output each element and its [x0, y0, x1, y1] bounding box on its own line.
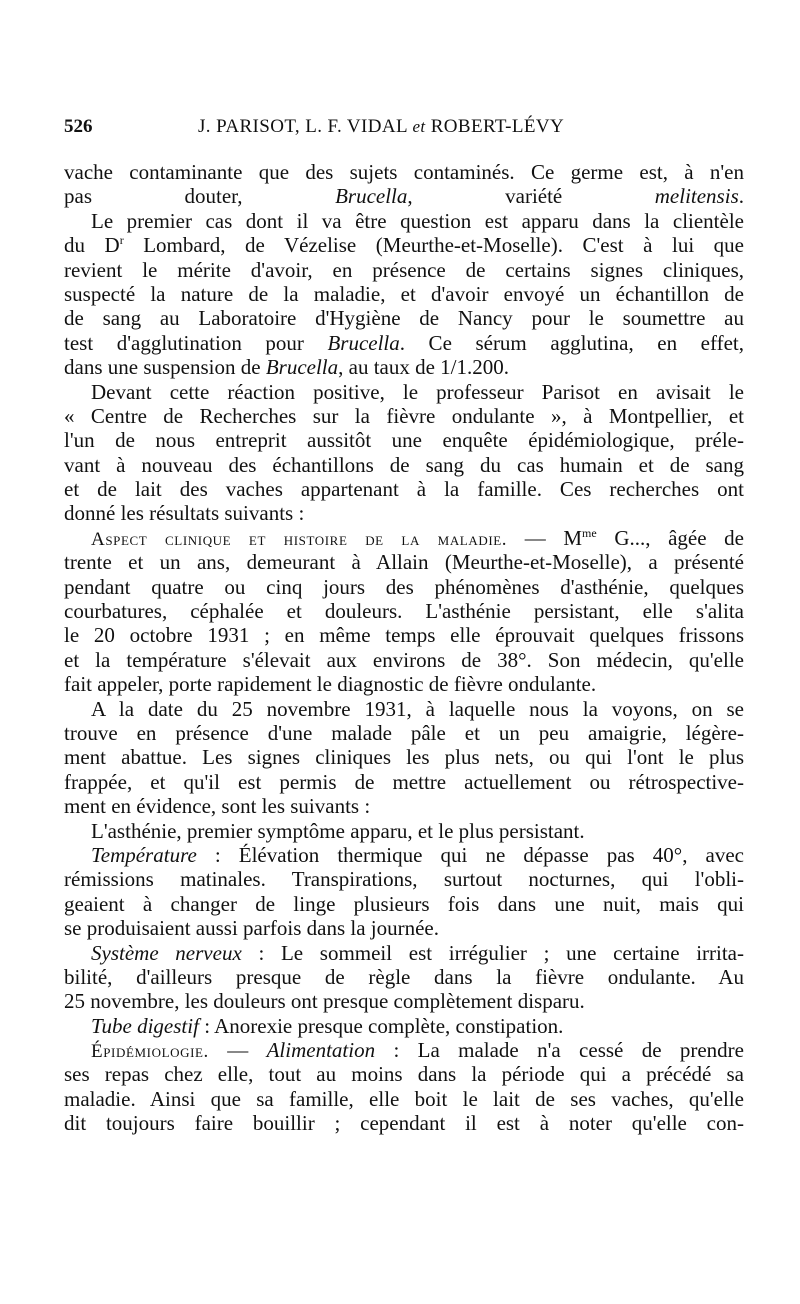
text-run: fait appeler, porte rapidement le diagnostic de fièvre ondulante. [64, 672, 597, 697]
text-run: revient le mérite d'avoir, en présence de certains signes cliniques, [64, 257, 744, 282]
text-run: . Ce sérum agglutina, en effet, [399, 330, 744, 355]
text-line [64, 745, 744, 769]
text-line [64, 428, 744, 452]
text-line [64, 1087, 744, 1111]
text-line [64, 599, 744, 623]
text-run: donné les résultats suivants : [64, 501, 305, 526]
text-run: dit toujours faire bouillir ; cependant il est à noter qu'elle con- [64, 1111, 744, 1136]
text-line [64, 453, 744, 477]
text-run: et de lait des vaches appartenant à la famille. Ces recherches ont [64, 477, 744, 502]
text-run: le 20 octobre 1931 ; en même temps elle éprouvait quelques frissons [64, 623, 744, 648]
superscript: me [582, 525, 597, 540]
text-run: courbatures, céphalée et douleurs. L'asthénie persistant, elle s'alita [64, 599, 744, 624]
text-run: maladie. Ainsi que sa famille, elle boit le lait de ses vaches, qu'elle [64, 1086, 744, 1111]
text-run: dans une suspension de [64, 355, 266, 380]
text-line [64, 697, 744, 721]
text-line [64, 575, 744, 599]
text-line [64, 989, 744, 1013]
text-run: l'un de nous entreprit aussitôt une enquête épidémiologique, préle- [64, 428, 744, 453]
text-line [64, 404, 744, 428]
text-line [64, 355, 744, 379]
text-run: : Élévation thermique qui ne dépasse pas 40°, avec [196, 842, 744, 867]
text-line [64, 843, 744, 867]
text-run: ment abattue. Les signes cliniques les plus nets, ou qui l'ont le plus [64, 745, 744, 770]
text-line [64, 258, 744, 282]
authors-part-1: J. PARISOT, L. F. VIDAL [198, 116, 408, 137]
text-run: — M [507, 525, 583, 550]
text-run: suspecté la nature de la maladie, et d'avoir envoyé un échantillon de [64, 281, 744, 306]
italic-term: Alimentation [266, 1038, 376, 1063]
text-line [64, 1014, 744, 1038]
text-run: trente et un ans, demeurant à Allain (Meurthe-et-Moselle), a présenté [64, 550, 744, 575]
text-run: geaient à changer de linge plusieurs fois dans une nuit, mais qui [64, 891, 744, 916]
italic-term: Tube digestif [91, 1013, 199, 1038]
authors-et: et [412, 117, 426, 136]
page-number: 526 [64, 116, 93, 137]
text-line [64, 892, 744, 916]
text-run: de sang au Laboratoire d'Hygiène de Nancy pour le soumettre au [64, 306, 744, 331]
running-head-authors [198, 116, 564, 138]
text-run: ment en évidence, sont les suivants : [64, 794, 371, 819]
text-line [64, 941, 744, 965]
authors-part-2: ROBERT-LÉVY [430, 116, 565, 137]
text-line [64, 965, 744, 989]
text-run: 25 novembre, les douleurs ont presque complètement disparu. [64, 989, 585, 1014]
text-line [64, 331, 744, 355]
text-run: bilité, d'ailleurs presque de règle dans la fièvre ondulante. Au [64, 964, 744, 989]
text-line [64, 550, 744, 574]
text-run: vache contaminante que des sujets contaminés. Ce germe est, à n'en [64, 160, 744, 184]
text-line [64, 648, 744, 672]
text-run: pendant quatre ou cinq jours des phénomènes d'asthénie, quelques [64, 574, 744, 599]
text-run: : La malade n'a cessé de prendre [375, 1038, 744, 1063]
italic-term: Brucella [265, 355, 339, 380]
italic-term: Température [91, 842, 197, 867]
text-line [64, 672, 744, 696]
superscript: r [119, 233, 124, 248]
text-run: G..., âgée de [596, 525, 744, 550]
text-line [64, 819, 744, 843]
text-run: , au taux de 1/1.200. [338, 355, 510, 380]
text-run: Devant cette réaction positive, le professeur Parisot en avisait le [91, 379, 744, 404]
text-run: rémissions matinales. Transpirations, surtout nocturnes, qui l'obli- [64, 867, 744, 892]
running-header [64, 116, 744, 142]
text-run: « Centre de Recherches sur la fièvre ondulante », à Montpellier, et [64, 403, 744, 428]
text-line [64, 477, 744, 501]
text-run: A la date du 25 novembre 1931, à laquelle nous la voyons, on se [91, 696, 744, 721]
text-line [64, 282, 744, 306]
text-line [64, 623, 744, 647]
text-line [64, 916, 744, 940]
text-line [64, 501, 744, 525]
text-line [64, 867, 744, 891]
text-line [64, 1111, 744, 1135]
text-run: : Le sommeil est irrégulier ; une certaine irrita- [241, 940, 744, 965]
italic-term: Système nerveux [91, 940, 242, 965]
text-run: pas douter, [64, 184, 336, 209]
text-run: vant à nouveau des échantillons de sang du cas humain et de sang [64, 452, 744, 477]
text-line [64, 794, 744, 818]
text-run: ses repas chez elle, tout au moins dans la période qui a précédé sa [64, 1062, 744, 1087]
text-run: se produisaient aussi parfois dans la journée. [64, 916, 439, 941]
text-run: : Anorexie presque complète, constipation. [198, 1013, 564, 1038]
text-line [64, 160, 744, 184]
text-line [64, 721, 744, 745]
text-run: L'asthénie, premier symptôme apparu, et le plus persistant. [91, 818, 585, 843]
text-run: Le premier cas dont il va être question est apparu dans la clientèle [91, 208, 744, 233]
text-line [64, 770, 744, 794]
text-line [64, 233, 744, 257]
text-line [64, 1038, 744, 1062]
text-run: Lombard, de Vézelise (Meurthe-et-Moselle). C'est à lui que [123, 233, 745, 258]
italic-term: Brucella [335, 184, 408, 209]
text-line [64, 306, 744, 330]
text-run: du D [64, 233, 120, 258]
text-run: frappée, et qu'il est permis de mettre actuellement ou rétrospective- [64, 769, 744, 794]
italic-term: Brucella [327, 330, 400, 355]
section-heading: Épidémiologie. [91, 1041, 209, 1063]
text-line [64, 209, 744, 233]
text-run: . [738, 184, 744, 209]
text-run: test d'agglutination pour [64, 330, 328, 355]
body-text [64, 160, 744, 1136]
italic-term: melitensis [654, 184, 739, 209]
text-line [64, 184, 744, 208]
text-run: , variété [407, 184, 655, 209]
text-line [64, 1062, 744, 1086]
section-heading: Aspect clinique et histoire de la maladie. [91, 528, 508, 550]
text-line [64, 380, 744, 404]
text-run: et la température s'élevait aux environs de 38°. Son médecin, qu'elle [64, 647, 744, 672]
text-line [64, 526, 744, 550]
text-run: trouve en présence d'une malade pâle et un peu amaigrie, légère- [64, 720, 744, 745]
text-run: — [208, 1038, 267, 1063]
